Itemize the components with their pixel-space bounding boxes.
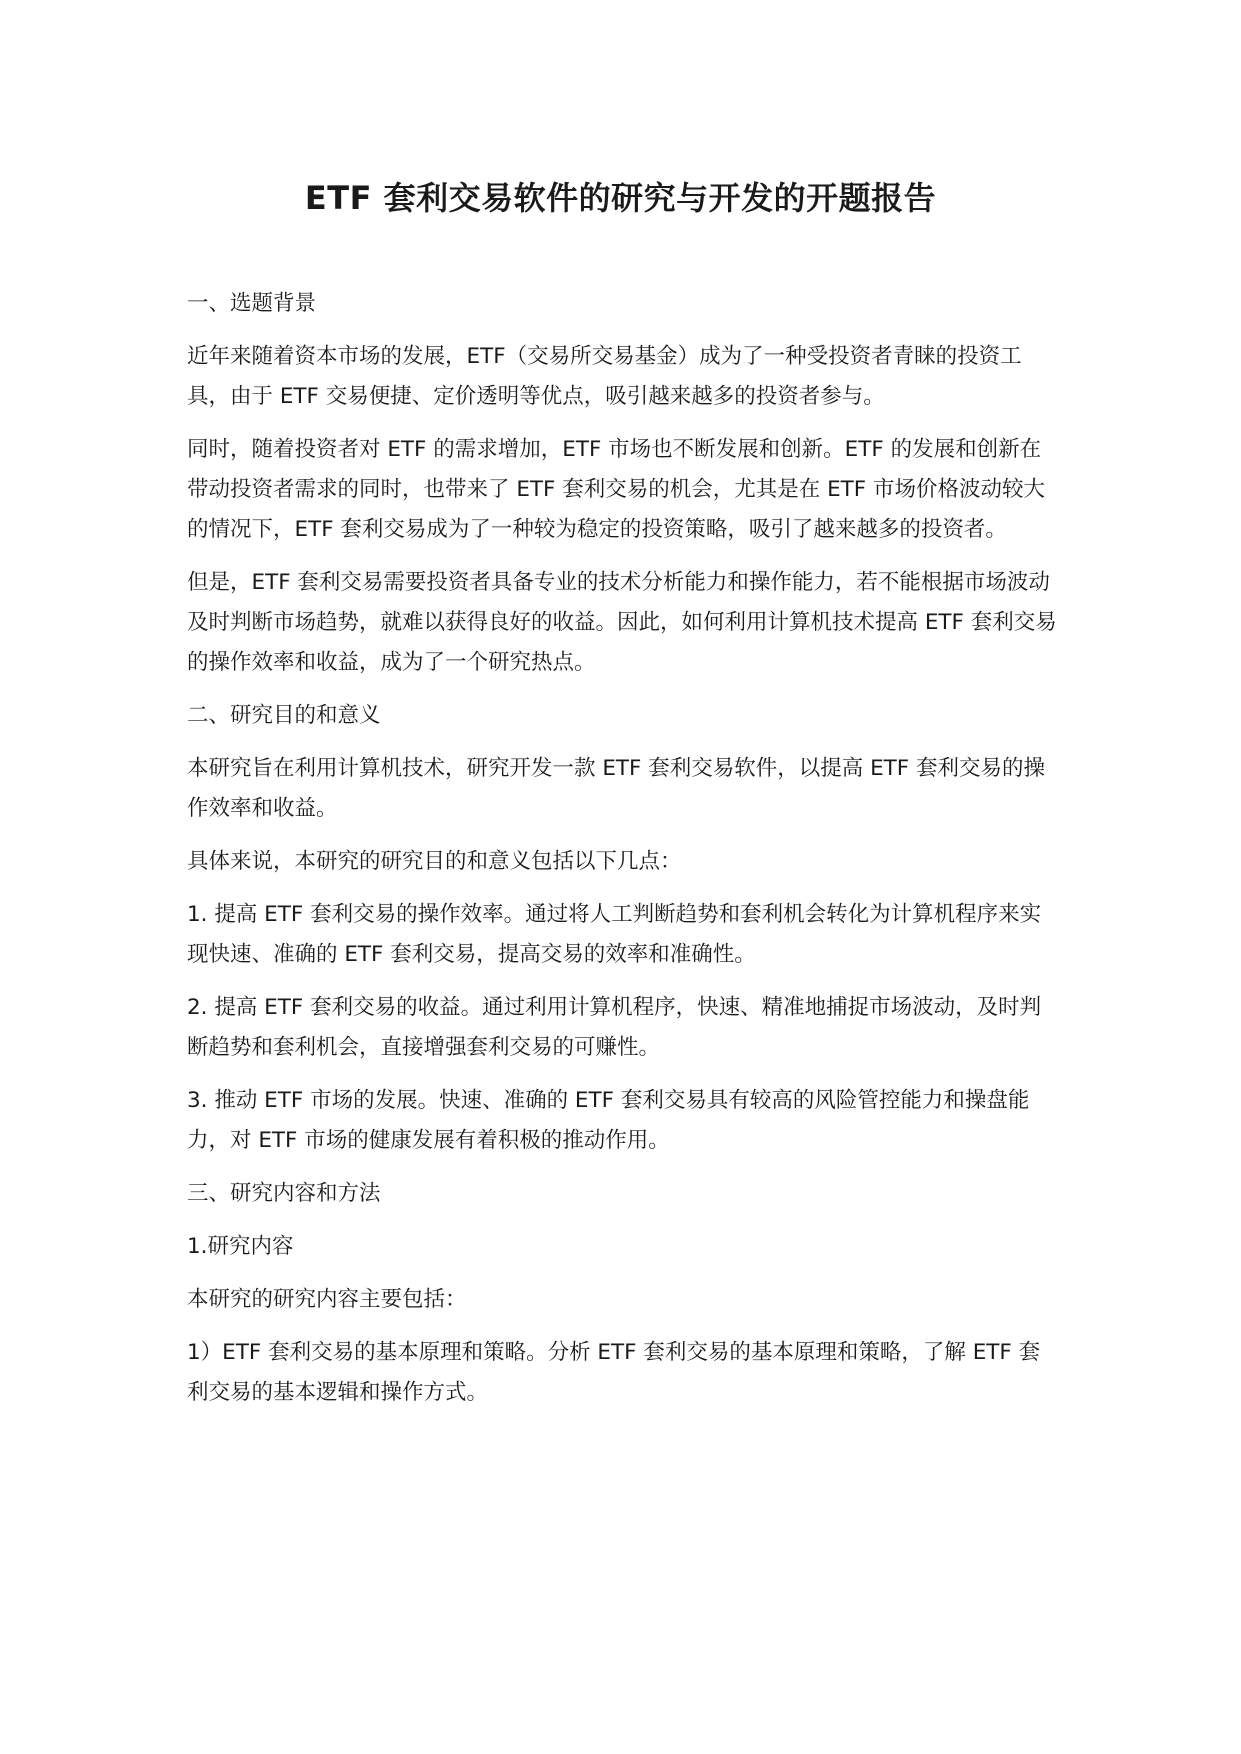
list-item: 1. 提高 ETF 套利交易的操作效率。通过将人工判断趋势和套利机会转化为计算机程序来实现快速、准确的 ETF 套利交易，提高交易的效率和准确性。 [187,902,1042,967]
paragraph: 本研究旨在利用计算机技术，研究开发一款 ETF 套利交易软件，以提高 ETF 套利交易的操作效率和收益。 [187,756,1046,821]
document-body [187,284,1057,1426]
subsection-heading-content: 1.研究内容 [187,1234,294,1259]
section-heading-background: 一、选题背景 [187,291,317,316]
paragraph: 同时，随着投资者对 ETF 的需求增加，ETF 市场也不断发展和创新。ETF 的发展和创新在带动投资者需求的同时，也带来了 ETF 套利交易的机会，尤其是在 ETF 市场价格波动较大的情况下，ETF 套利交易成为了一种较为稳定的投资策略，吸引了越来越多的投资者。 [187,437,1046,542]
paragraph: 本研究的研究内容主要包括： [187,1287,467,1312]
section-heading-purpose: 二、研究目的和意义 [187,703,381,728]
paragraph: 但是，ETF 套利交易需要投资者具备专业的技术分析能力和操作能力，若不能根据市场波动及时判断市场趋势，就难以获得良好的收益。因此，如何利用计算机技术提高 ETF 套利交易的操作效率和收益，成为了一个研究热点。 [187,570,1057,675]
paragraph: 近年来随着资本市场的发展，ETF（交易所交易基金）成为了一种受投资者青睐的投资工具，由于 ETF 交易便捷、定价透明等优点，吸引越来越多的投资者参与。 [187,344,1022,409]
document-title: ETF 套利交易软件的研究与开发的开题报告 [304,179,937,217]
list-item: 3. 推动 ETF 市场的发展。快速、准确的 ETF 套利交易具有较高的风险管控能力和操盘能力，对 ETF 市场的健康发展有着积极的推动作用。 [187,1088,1030,1153]
section-heading-content-method: 三、研究内容和方法 [187,1181,381,1206]
list-item: 1）ETF 套利交易的基本原理和策略。分析 ETF 套利交易的基本原理和策略，了解 ETF 套利交易的基本逻辑和操作方式。 [187,1340,1041,1405]
list-item: 2. 提高 ETF 套利交易的收益。通过利用计算机程序，快速、精准地捕捉市场波动，及时判断趋势和套利机会，直接增强套利交易的可赚性。 [187,995,1042,1060]
paragraph: 具体来说，本研究的研究目的和意义包括以下几点： [187,849,682,874]
